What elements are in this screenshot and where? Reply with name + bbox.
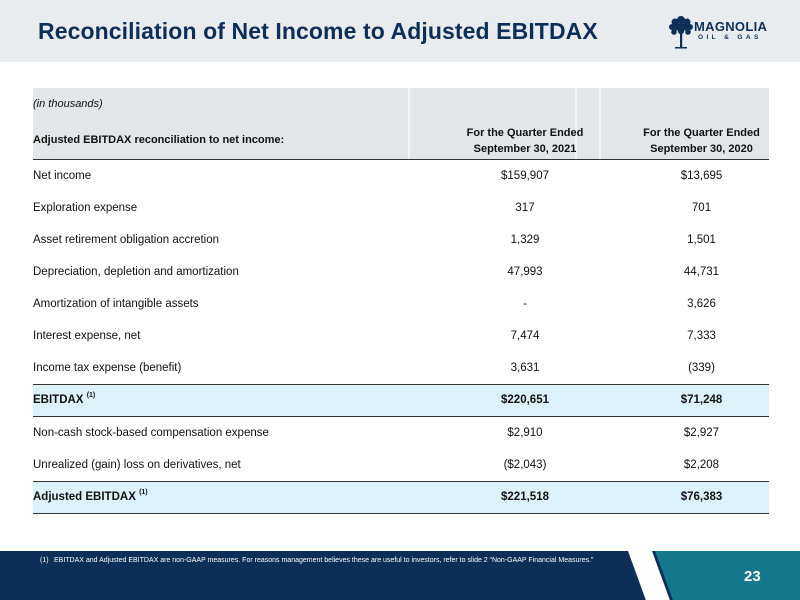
row-label xyxy=(33,482,148,513)
footnote-number: (1) xyxy=(40,557,49,564)
value-2020: $71,248 xyxy=(680,394,723,406)
row-label: Net income xyxy=(33,170,92,182)
table-row xyxy=(33,449,769,481)
table-row xyxy=(33,256,769,288)
header-separator xyxy=(408,88,410,159)
value-2020: 3,626 xyxy=(687,298,716,310)
column-header-line: September 30, 2021 xyxy=(473,143,577,155)
value-2021: 1,329 xyxy=(510,234,540,246)
value-2021: 47,993 xyxy=(507,266,543,278)
column-header-2020 xyxy=(634,125,769,157)
row-label: Asset retirement obligation accretion xyxy=(33,234,220,246)
value-2020: 7,333 xyxy=(687,330,716,342)
table-row xyxy=(33,160,769,192)
reconciliation-table xyxy=(33,88,769,514)
row-label: Exploration expense xyxy=(33,202,138,214)
row-label xyxy=(33,385,95,416)
value-2020: 701 xyxy=(691,202,712,214)
row-label: Income tax expense (benefit) xyxy=(33,362,182,374)
value-2021: ($2,043) xyxy=(503,459,547,471)
row-label: Unrealized (gain) loss on derivatives, net xyxy=(33,459,241,471)
footnote-text: EBITDAX and Adjusted EBITDAX are non-GAAP measures. For reasons management believes these are useful to investors, refer to slide 2 “Non-GAAP Financial Measures.” xyxy=(54,557,594,564)
table-row xyxy=(33,417,769,449)
value-2021: $159,907 xyxy=(501,170,549,182)
value-2021: - xyxy=(523,298,527,310)
column-header-line: For the Quarter Ended xyxy=(643,127,760,139)
page-number: 23 xyxy=(744,568,761,585)
company-logo xyxy=(668,10,772,52)
value-2021: $220,651 xyxy=(501,394,549,406)
slide-footer xyxy=(0,551,800,600)
row-label: Non-cash stock-based compensation expense xyxy=(33,427,269,439)
value-2020: $13,695 xyxy=(680,170,723,182)
footnote-ref: (1) xyxy=(139,489,148,497)
page-title: Reconciliation of Net Income to Adjusted EBITDAX xyxy=(38,18,598,44)
value-2021: 3,631 xyxy=(510,362,540,374)
slide-header xyxy=(0,0,800,62)
total-label: Adjusted EBITDAX xyxy=(33,491,136,503)
footnote-ref: (1) xyxy=(86,392,96,400)
magnolia-tree-icon xyxy=(668,12,694,50)
column-header-2021 xyxy=(416,125,634,157)
column-header-line: September 30, 2020 xyxy=(650,143,753,155)
ebitdax-total-row xyxy=(33,384,769,417)
unit-note: (in thousands) xyxy=(33,98,103,110)
logo-subtitle: OIL & GAS xyxy=(698,34,762,41)
table-row xyxy=(33,192,769,224)
footer-accent xyxy=(655,551,800,600)
value-2021: 7,474 xyxy=(510,330,540,342)
value-2020: 1,501 xyxy=(687,234,716,246)
total-label: EBITDAX xyxy=(33,394,84,406)
table-row xyxy=(33,224,769,256)
table-row xyxy=(33,352,769,384)
table-row xyxy=(33,320,769,352)
table-label-header: Adjusted EBITDAX reconciliation to net income: xyxy=(33,134,285,146)
value-2020: 44,731 xyxy=(683,266,720,278)
value-2021: 317 xyxy=(515,202,535,214)
row-label: Amortization of intangible assets xyxy=(33,298,199,310)
value-2020: $76,383 xyxy=(680,491,723,503)
value-2020: (339) xyxy=(688,362,715,374)
row-label: Depreciation, depletion and amortization xyxy=(33,266,239,278)
value-2021: $2,910 xyxy=(507,427,543,439)
table-header xyxy=(33,88,769,160)
adjusted-ebitdax-total-row xyxy=(33,481,769,514)
value-2020: $2,208 xyxy=(683,459,720,471)
row-label: Interest expense, net xyxy=(33,330,141,342)
value-2020: $2,927 xyxy=(683,427,720,439)
table-row xyxy=(33,288,769,320)
logo-wordmark: MAGNOLIA xyxy=(694,19,768,34)
column-header-line: For the Quarter Ended xyxy=(466,127,584,139)
value-2021: $221,518 xyxy=(501,491,549,503)
